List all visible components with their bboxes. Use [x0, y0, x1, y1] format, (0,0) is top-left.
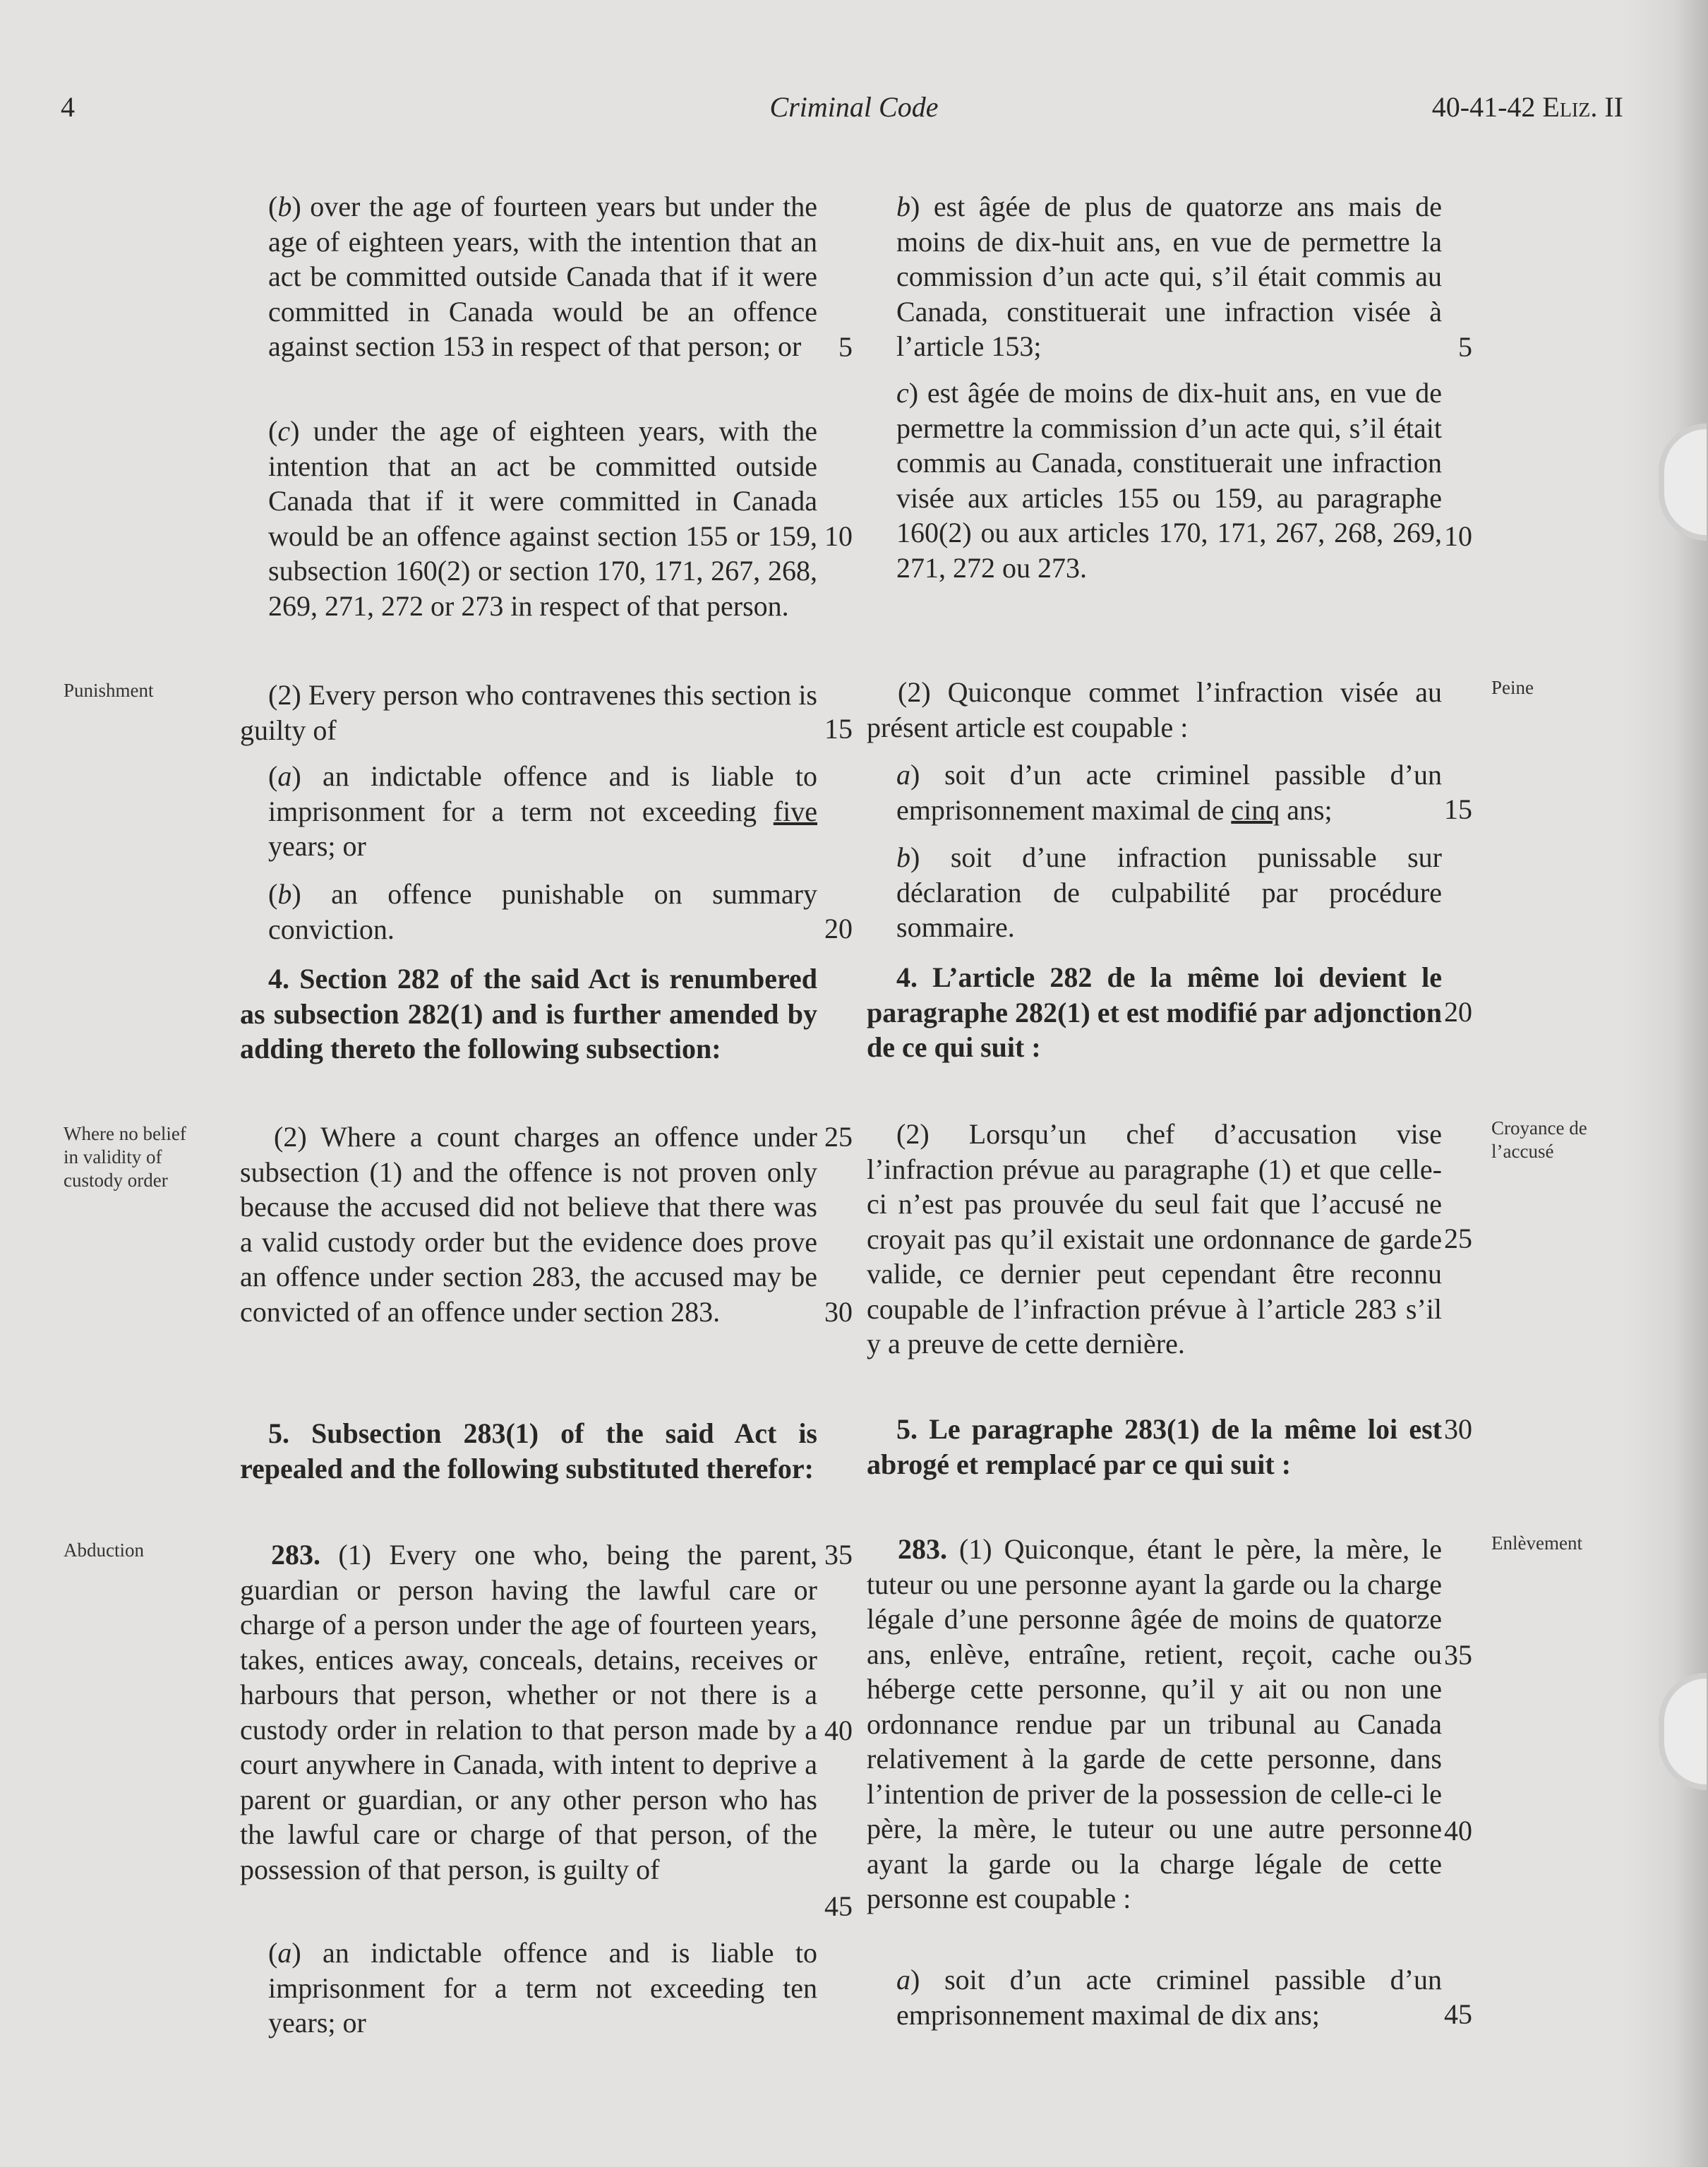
- en-line-number: 10: [824, 520, 853, 552]
- fr-line-number: 20: [1444, 996, 1472, 1028]
- fr-subsection-2: (2) Quiconque commet l’infraction visée au présent article est coupable :: [867, 676, 1442, 743]
- en-line-number: 15: [824, 713, 853, 745]
- margin-note-abduction: Abduction: [64, 1539, 144, 1561]
- fr-line-number: 40: [1444, 1815, 1472, 1847]
- fr-para-2a: a) soit d’un acte criminel passible d’un emprisonnement maximal de cinq ans;: [896, 759, 1442, 826]
- fr-line-number: 30: [1444, 1413, 1472, 1445]
- fr-line-number: 15: [1444, 793, 1472, 825]
- fr-para-b: b) est âgée de plus de quatorze ans mais de moins de dix-huit ans, en vue de permettre la commission d’un acte qui, s’il était commis au Canada, constituerait une infraction visée à l’article 153;: [896, 191, 1442, 362]
- en-para-c: (c) under the age of eighteen years, with the intention that an act be committed outside Canada that if it were committed in Canada would be an offence against section 155 or 159, subsection 160(2) or section 170, 171, 267, 268, 269, 271, 272 or 273 in respect of that person.: [268, 415, 817, 622]
- en-line-number: 5: [838, 331, 853, 363]
- en-section-283: 283. (1) Every one who, being the parent, guardian or person having the lawful care or charge of a person under the age of fourteen years, takes, entices away, conceals, detains, receives or harbours that person, whether or not there is a custody order in relation to that person made by a court anywhere in Canada, with intent to deprive a parent or guardian, or any other person who has the lawful care or charge of that person, of the possession of that person, is guilty of: [240, 1539, 817, 1885]
- fr-section-4-heading: 4. L’article 282 de la même loi devient le paragraphe 282(1) et est modifié par adjonction de ce qui suit :: [867, 961, 1442, 1063]
- en-para-2b: (b) an offence punishable on summary conviction.: [268, 878, 817, 945]
- fr-line-number: 25: [1444, 1223, 1472, 1254]
- fr-para-283a: a) soit d’un acte criminel passible d’un emprisonnement maximal de dix ans;: [896, 1964, 1442, 2031]
- en-line-number: 30: [824, 1296, 853, 1328]
- session-label: 40-41-42 Eliz. II: [1431, 91, 1623, 123]
- en-line-number: 40: [824, 1715, 853, 1746]
- en-subsection-282-2: (2) Where a count charges an offence under subsection (1) and the offence is not proven only because the accused did not believe that there was a valid custody order but the evidence does prove an offence under section 283, the accused may be convicted of an offence under section 283.: [240, 1121, 817, 1328]
- amendment-underline: five: [773, 795, 817, 827]
- margin-note-croyance: Croyance de l’accusé: [1491, 1117, 1587, 1162]
- fr-line-number: 10: [1444, 520, 1472, 552]
- margin-note-enlevement: Enlèvement: [1491, 1532, 1582, 1554]
- en-line-number: 25: [824, 1121, 853, 1153]
- page-edge-shadow: [1623, 0, 1708, 2167]
- en-line-number: 45: [824, 1890, 853, 1922]
- margin-note-punishment: Punishment: [64, 680, 154, 701]
- en-subsection-2: (2) Every person who contravenes this section is guilty of: [240, 679, 817, 746]
- en-section-4-heading: 4. Section 282 of the said Act is renumbered as subsection 282(1) and is further amended by adding thereto the following subsection:: [240, 963, 817, 1064]
- en-line-number: 20: [824, 913, 853, 944]
- en-line-number: 35: [824, 1539, 853, 1571]
- fr-section-283: 283. (1) Quiconque, étant le père, la mère, le tuteur ou une personne ayant la garde ou la charge légale d’une personne âgée de moins de quatorze ans, enlève, entraîne, retient, reçoit, cache ou héberge cette personne, qu’il y ait ou non une ordonnance rendue par un tribunal au Canada relativement à la garde de cette personne, dans l’intention de priver de la possession de celle-ci le père, la mère, le tuteur ou une autre personne ayant la garde ou la charge légale de cette personne est coupable :: [867, 1533, 1442, 1914]
- fr-line-number: 45: [1444, 1998, 1472, 2030]
- en-para-2a: (a) an indictable offence and is liable to imprisonment for a term not exceeding five years; or: [268, 760, 817, 862]
- fr-subsection-282-2: (2) Lorsqu’un chef d’accusation vise l’infraction prévue au paragraphe (1) et que celle-ci n’est pas prouvée du seul fait que l’accusé ne croyait pas qu’il existait une ordonnance de garde valide, ce dernier peut cependant être reconnu coupable de l’infraction prévue à l’article 283 s’il y a preuve de cette dernière.: [867, 1118, 1442, 1359]
- margin-note-no-belief: Where no belief in validity of custody order: [64, 1123, 186, 1191]
- en-para-283a: (a) an indictable offence and is liable to imprisonment for a term not exceeding ten years; or: [268, 1937, 817, 2039]
- en-section-5-heading: 5. Subsection 283(1) of the said Act is repealed and the following substituted therefor:: [240, 1417, 817, 1484]
- page-number: 4: [61, 91, 75, 123]
- margin-note-peine: Peine: [1491, 677, 1534, 698]
- amendment-underline: cinq: [1231, 793, 1280, 826]
- en-para-b: (b) over the age of fourteen years but under the age of eighteen years, with the intention that an act be committed outside Canada that if it were committed in Canada would be an offence against section 153 in respect of that person; or: [268, 191, 817, 362]
- fr-para-2b: b) soit d’une infraction punissable sur déclaration de culpabilité par procédure sommaire.: [896, 841, 1442, 943]
- fr-section-5-heading: 5. Le paragraphe 283(1) de la même loi est abrogé et remplacé par ce qui suit :: [867, 1413, 1442, 1480]
- fr-para-c: c) est âgée de moins de dix-huit ans, en vue de permettre la commission d’un acte qui, s’il était commis au Canada, constituerait une infraction visée aux articles 155 ou 159, au paragraphe 160(2) ou aux articles 170, 171, 267, 268, 269, 271, 272 ou 273.: [896, 377, 1442, 584]
- fr-line-number: 35: [1444, 1639, 1472, 1671]
- page-title: Criminal Code: [769, 91, 939, 123]
- fr-line-number: 5: [1458, 331, 1472, 363]
